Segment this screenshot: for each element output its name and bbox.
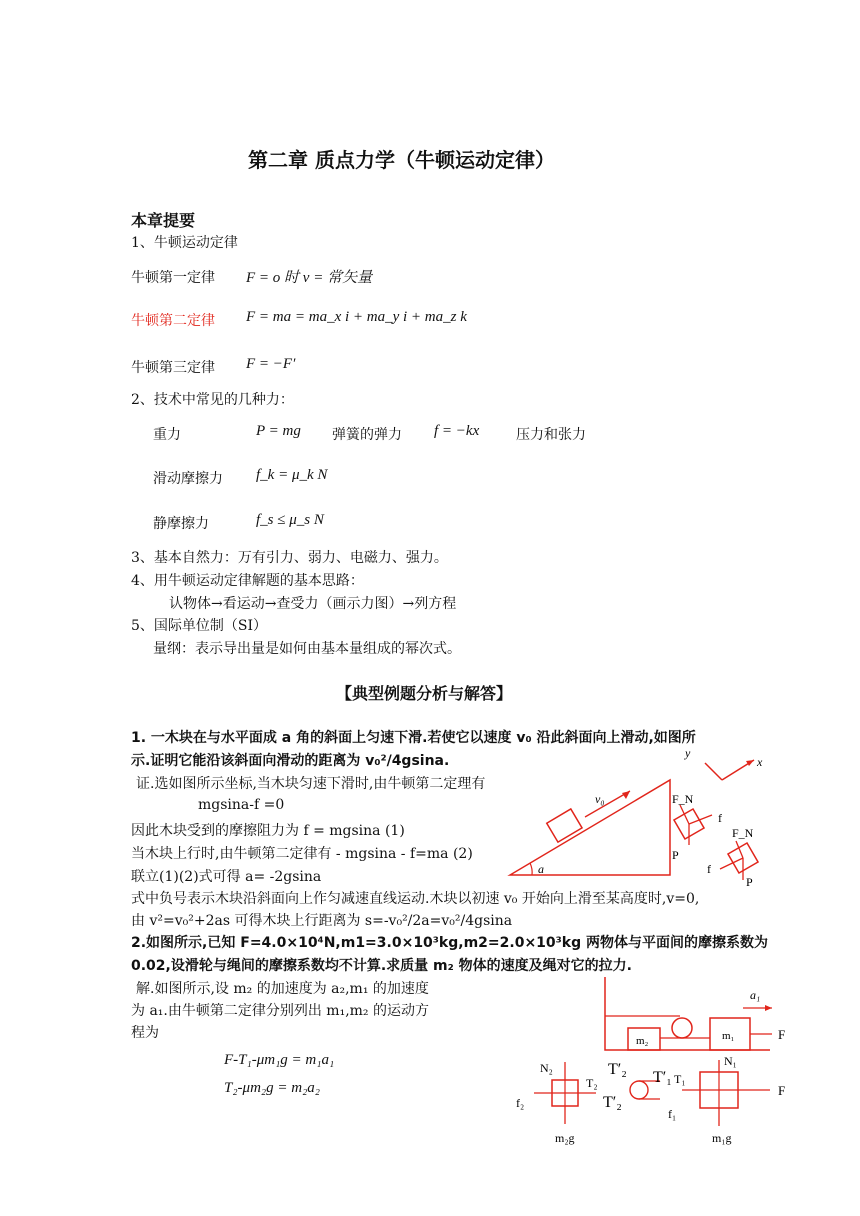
examples-heading: 【典型例题分析与解答】 bbox=[336, 684, 513, 703]
page-title: 第二章 质点力学（牛顿运动定律） bbox=[248, 148, 555, 172]
dimension-note: 量纲：表示导出量是如何由基本量组成的幂次式。 bbox=[153, 641, 461, 657]
problem1-line2: 示.证明它能沿该斜面向滑动的距离为 v₀²/4gsina. bbox=[131, 753, 450, 769]
problem1-sol-4: 当木块上行时,由牛顿第二定律有 - mgsina - f=ma (2) bbox=[131, 846, 473, 862]
p-label-1: P bbox=[672, 848, 679, 862]
spring-label: 弹簧的弹力 bbox=[332, 427, 402, 443]
problem2-eq1: F-T₁-μm₁g = m₁a₁ bbox=[224, 1052, 335, 1068]
x-label: x bbox=[757, 755, 763, 769]
block bbox=[547, 809, 582, 842]
f-force-label-2: F bbox=[778, 1083, 786, 1098]
pressure-label: 压力和张力 bbox=[516, 427, 586, 443]
f2-label: f₂ bbox=[516, 1096, 525, 1110]
problem2-line1: 2.如图所示,已知 F=4.0×10⁴N,m1=3.0×10³kg,m2=2.0×10³kg 两物体与平面间的摩擦系数为 bbox=[131, 935, 768, 951]
problem1-sol-6: 式中负号表示木块沿斜面向上作匀减速直线运动.木块以初速 v₀ 开始向上滑至某高度时,v=0, bbox=[131, 891, 700, 907]
fn-label-2: F_N bbox=[732, 826, 754, 840]
m2-label: m₂ bbox=[636, 1035, 649, 1047]
law2-label: 牛顿第二定律 bbox=[131, 313, 215, 329]
static-label: 静摩擦力 bbox=[153, 516, 209, 532]
t2-prime-label-top: T′₂ bbox=[608, 1061, 627, 1078]
f1-label: f₁ bbox=[668, 1107, 677, 1121]
gravity-formula: P = mg bbox=[256, 423, 301, 439]
problem2-sol-1: 解.如图所示,设 m₂ 的加速度为 a₂,m₁ 的加速度 bbox=[136, 981, 429, 997]
law2-formula: F = ma = ma_x i + ma_y i + ma_z k bbox=[246, 309, 467, 325]
item-3: 3、基本自然力：万有引力、弱力、电磁力、强力。 bbox=[131, 550, 448, 566]
a1-label: a₁ bbox=[750, 988, 761, 1002]
pulley-figure bbox=[500, 972, 800, 1152]
item-1: 1、牛顿运动定律 bbox=[131, 235, 238, 251]
p-label-2: P bbox=[746, 875, 753, 889]
problem2-sol-3: 程为 bbox=[131, 1025, 159, 1041]
free-body-m2 bbox=[516, 1061, 598, 1145]
y-axis bbox=[705, 763, 722, 780]
t2-prime-label-bottom: T′₂ bbox=[603, 1094, 622, 1111]
item-2: 2、技术中常见的几种力： bbox=[131, 392, 294, 408]
y-label: y bbox=[685, 746, 691, 760]
item-5: 5、国际单位制（SI） bbox=[131, 618, 268, 634]
problem1-sol-5: 联立(1)(2)式可得 a= -2gsina bbox=[131, 869, 322, 885]
summary-heading: 本章提要 bbox=[131, 211, 196, 230]
free-body-up bbox=[707, 826, 758, 889]
law3-formula: F = −F′ bbox=[246, 356, 296, 372]
law1-label: 牛顿第一定律 bbox=[131, 270, 215, 286]
gravity-label: 重力 bbox=[153, 427, 181, 443]
t1-prime-label: T′₁ bbox=[653, 1069, 672, 1086]
sliding-formula: f_k = μ_k N bbox=[256, 467, 328, 483]
sliding-label: 滑动摩擦力 bbox=[153, 471, 223, 487]
t2-label: T₂ bbox=[586, 1076, 598, 1090]
m1g-label: m₁g bbox=[712, 1131, 732, 1145]
n1-label: N₁ bbox=[724, 1054, 737, 1068]
m2g-label: m₂g bbox=[555, 1131, 575, 1145]
problem1-sol-2: mgsina-f =0 bbox=[198, 797, 285, 813]
problem2-eq2: T₂-μm₂g = m₂a₂ bbox=[224, 1080, 321, 1096]
incline-triangle bbox=[510, 780, 670, 875]
n2-label: N₂ bbox=[540, 1061, 553, 1075]
problem1-sol-1: 证.选如图所示坐标,当木块匀速下滑时,由牛顿第二定理有 bbox=[136, 776, 486, 792]
angle-label: a bbox=[538, 862, 544, 876]
f-label-1: f bbox=[718, 811, 722, 825]
f-force-label: F bbox=[778, 1027, 786, 1042]
pulley bbox=[672, 1018, 692, 1038]
problem1-sol-7: 由 v²=v₀²+2as 可得木块上行距离为 s=-v₀²/2a=v₀²/4gsina bbox=[131, 913, 513, 929]
t1-label: T₁ bbox=[674, 1072, 686, 1086]
free-body-down bbox=[672, 792, 722, 862]
free-body-m1 bbox=[668, 1054, 785, 1145]
problem1-line1: 1. 一木块在与水平面成 a 角的斜面上匀速下滑.若使它以速度 v₀ 沿此斜面向上滑动,如图所 bbox=[131, 730, 696, 746]
fn-label-1: F_N bbox=[672, 792, 694, 806]
f-label-2: f bbox=[707, 862, 711, 876]
free-body-pulley bbox=[603, 1061, 672, 1111]
solving-steps: 认物体→看运动→查受力（画示力图）→列方程 bbox=[169, 596, 457, 612]
v0-arrow bbox=[585, 791, 630, 817]
spring-formula: f = −kx bbox=[434, 423, 480, 439]
problem2-line2: 0.02,设滑轮与绳间的摩擦系数均不计算.求质量 m₂ 物体的速度及绳对它的拉力. bbox=[131, 958, 632, 974]
incline-figure bbox=[500, 745, 780, 890]
problem1-sol-3: 因此木块受到的摩擦阻力为 f = mgsina (1) bbox=[131, 823, 405, 839]
item-4: 4、用牛顿运动定律解题的基本思路： bbox=[131, 573, 364, 589]
law1-formula: F = o 时 v = 常矢量 bbox=[246, 270, 373, 286]
static-formula: f_s ≤ μ_s N bbox=[256, 512, 324, 528]
v0-label: v₀ bbox=[595, 792, 605, 806]
law3-label: 牛顿第三定律 bbox=[131, 360, 215, 376]
problem2-sol-2: 为 a₁.由牛顿第二定律分别列出 m₁,m₂ 的运动方 bbox=[131, 1003, 429, 1019]
m1-label: m₁ bbox=[722, 1030, 735, 1042]
